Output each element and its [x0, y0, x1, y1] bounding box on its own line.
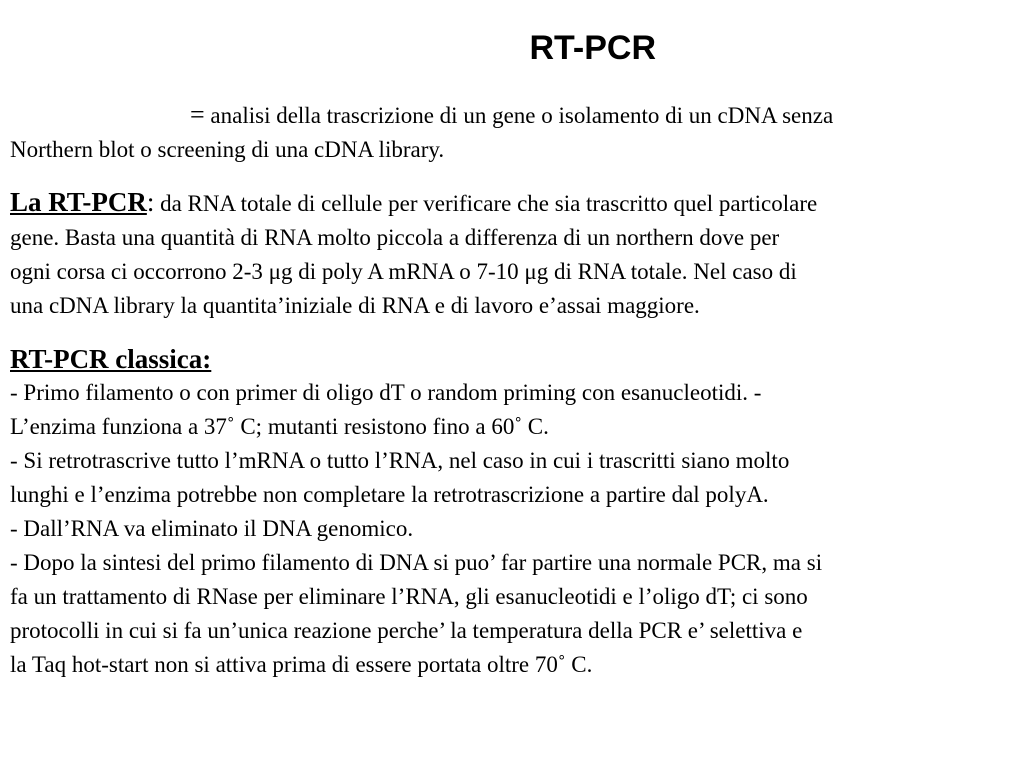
rtpcr-heading-colon: : [146, 187, 155, 217]
classic-heading: RT-PCR classica: [10, 344, 212, 374]
rtpcr-line-2: gene. Basta una quantità di RNA molto piccola a differenza di un northern dove per [10, 225, 780, 250]
equals-sign: = [190, 100, 205, 129]
classic-line-6: - Dopo la sintesi del primo filamento di DNA si puo’ far partire una normale PCR, ma si [10, 550, 823, 575]
classic-line-8: protocolli in cui si fa un’unica reazione perche’ la temperatura della PCR e’ selettiva e [10, 618, 803, 643]
slide-title: RT-PCR [529, 29, 656, 67]
classic-line-7: fa un trattamento di RNase per eliminare l’RNA, gli esanucleotidi e l’oligo dT; ci sono [10, 584, 808, 609]
rtpcr-paragraph [10, 185, 1016, 323]
definition-line-1 [10, 98, 1016, 133]
classic-line-5: - Dall’RNA va eliminato il DNA genomico. [10, 516, 414, 541]
classic-line-9: la Taq hot-start non si attiva prima di essere portata oltre 70˚ C. [10, 652, 593, 677]
rtpcr-heading: La RT-PCR [10, 187, 147, 217]
classic-line-2: L’enzima funziona a 37˚ C; mutanti resistono fino a 60˚ C. [10, 414, 549, 439]
rtpcr-text-1: da RNA totale di cellule per verificare che sia trascritto quel particolare [154, 191, 818, 216]
classic-line-4: lunghi e l’enzima potrebbe non completare la retrotrascrizione a partire dal polyA. [10, 482, 769, 507]
classic-section [10, 342, 1016, 682]
rtpcr-line-4: una cDNA library la quantita’iniziale di RNA e di lavoro e’assai maggiore. [10, 293, 700, 318]
definition-line-2: Northern blot o screening di una cDNA library. [10, 137, 445, 162]
classic-line-1: - Primo filamento o con primer di oligo dT o random priming con esanucleotidi. - [10, 380, 762, 405]
definition-paragraph [10, 98, 1016, 167]
definition-text-1: analisi della trascrizione di un gene o isolamento di un cDNA senza [204, 103, 834, 128]
rtpcr-line-3: ogni corsa ci occorrono 2-3 μg di poly A mRNA o 7-10 μg di RNA totale. Nel caso di [10, 259, 797, 284]
classic-line-3: - Si retrotrascrive tutto l’mRNA o tutto l’RNA, nel caso in cui i trascritti siano molto [10, 448, 790, 473]
rtpcr-line-1 [10, 185, 1016, 221]
